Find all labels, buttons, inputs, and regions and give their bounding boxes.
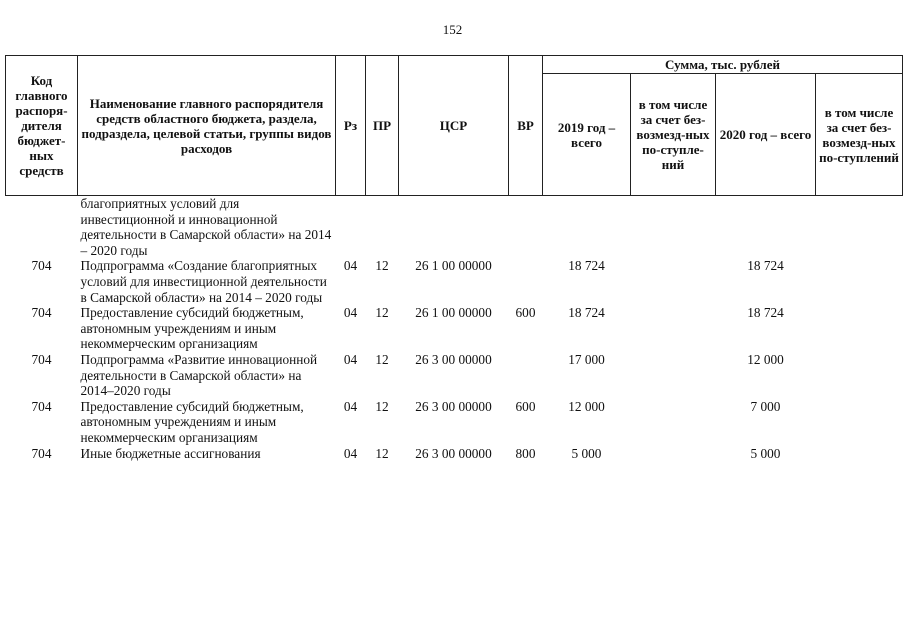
row-csr: 26 3 00 00000 [415, 398, 492, 414]
row-2019-total: 12 000 [568, 398, 605, 414]
row-2020-total: 7 000 [750, 398, 781, 414]
row-vr [509, 352, 543, 399]
row-name: Иные бюджетные ассигнования [80, 445, 261, 461]
header-sum: Сумма, тыс. рублей [543, 56, 903, 74]
row-2019-free [631, 399, 716, 446]
row-2019-total: 18 724 [568, 258, 605, 274]
table-header [6, 56, 903, 196]
row-2019-free [631, 446, 716, 462]
row-csr: 26 1 00 00000 [415, 258, 492, 274]
row-2019-free [631, 305, 716, 352]
header-2020-free: в том числе за счет без-возмезд-ных по-ступлений [816, 74, 903, 196]
row-name: Подпрограмма «Создание благоприятных условий для инвестиционной деятельности в Самарской области» на 2014 – 2020 годы [80, 258, 327, 305]
row-rz: 04 [343, 305, 358, 321]
table-row-continuation [6, 196, 903, 259]
row-2020-free [816, 305, 903, 352]
row-rz: 04 [343, 258, 358, 274]
row-csr: 26 3 00 00000 [415, 351, 492, 367]
table-row [6, 399, 903, 446]
header-2019-free: в том числе за счет без-возмезд-ных по-ступле-ний [631, 74, 716, 196]
row-2020-total: 18 724 [747, 305, 784, 321]
row-code: 704 [31, 305, 52, 321]
row-2020-free [816, 446, 903, 462]
header-2019-total: 2019 год – всего [543, 74, 631, 196]
row-vr: 800 [515, 445, 536, 461]
row-2020-total: 12 000 [747, 351, 784, 367]
row-2019-free [631, 258, 716, 305]
header-csr: ЦСР [399, 56, 509, 196]
row-vr: 600 [515, 398, 536, 414]
row-pr: 12 [375, 305, 389, 321]
table-body [6, 196, 903, 462]
row-2020-free [816, 352, 903, 399]
row-rz: 04 [343, 351, 358, 367]
header-name: Наименование главного распорядителя средств областного бюджета, раздела, подраздела, целевой статьи, группы видов расходов [78, 56, 336, 196]
row-csr: 26 3 00 00000 [415, 445, 492, 461]
row-2020-total: 5 000 [750, 445, 781, 461]
page-number: 152 [442, 22, 463, 37]
row-2020-total: 18 724 [747, 258, 784, 274]
table-row [6, 446, 903, 462]
row-2019-total: 5 000 [571, 445, 602, 461]
row-code: 704 [31, 445, 52, 461]
row-2020-free [816, 399, 903, 446]
row-rz: 04 [343, 445, 358, 461]
row-code: 704 [31, 258, 52, 274]
row-name: Предоставление субсидий бюджетным, автономным учреждениям и иным некоммерческим организациям [80, 398, 304, 445]
row-name: Предоставление субсидий бюджетным, автономным учреждениям и иным некоммерческим организациям [80, 305, 304, 352]
header-rz: Рз [336, 56, 366, 196]
table-row [6, 352, 903, 399]
row-pr: 12 [375, 398, 389, 414]
row-2019-total: 17 000 [568, 351, 605, 367]
header-2020-total: 2020 год – всего [716, 74, 816, 196]
row-rz: 04 [343, 398, 358, 414]
row-pr: 12 [375, 351, 389, 367]
table-row [6, 305, 903, 352]
header-code: Код главного распоря-дителя бюджет-ных средств [6, 56, 78, 196]
budget-table [5, 55, 903, 461]
row-pr: 12 [375, 445, 389, 461]
header-pr: ПР [366, 56, 399, 196]
table-row [6, 258, 903, 305]
row-code: 704 [31, 398, 52, 414]
row-vr [509, 258, 543, 305]
row-name: благоприятных условий для инвестиционной и инновационной деятельности в Самарской области» на 2014 – 2020 годы [80, 196, 332, 258]
row-2019-total: 18 724 [568, 305, 605, 321]
row-csr: 26 1 00 00000 [415, 305, 492, 321]
row-2020-free [816, 258, 903, 305]
row-vr: 600 [515, 305, 536, 321]
row-2019-free [631, 352, 716, 399]
row-pr: 12 [375, 258, 389, 274]
header-vr: ВР [509, 56, 543, 196]
row-code: 704 [31, 351, 52, 367]
row-name: Подпрограмма «Развитие инновационной деятельности в Самарской области» на 2014–2020 годы [80, 351, 318, 399]
